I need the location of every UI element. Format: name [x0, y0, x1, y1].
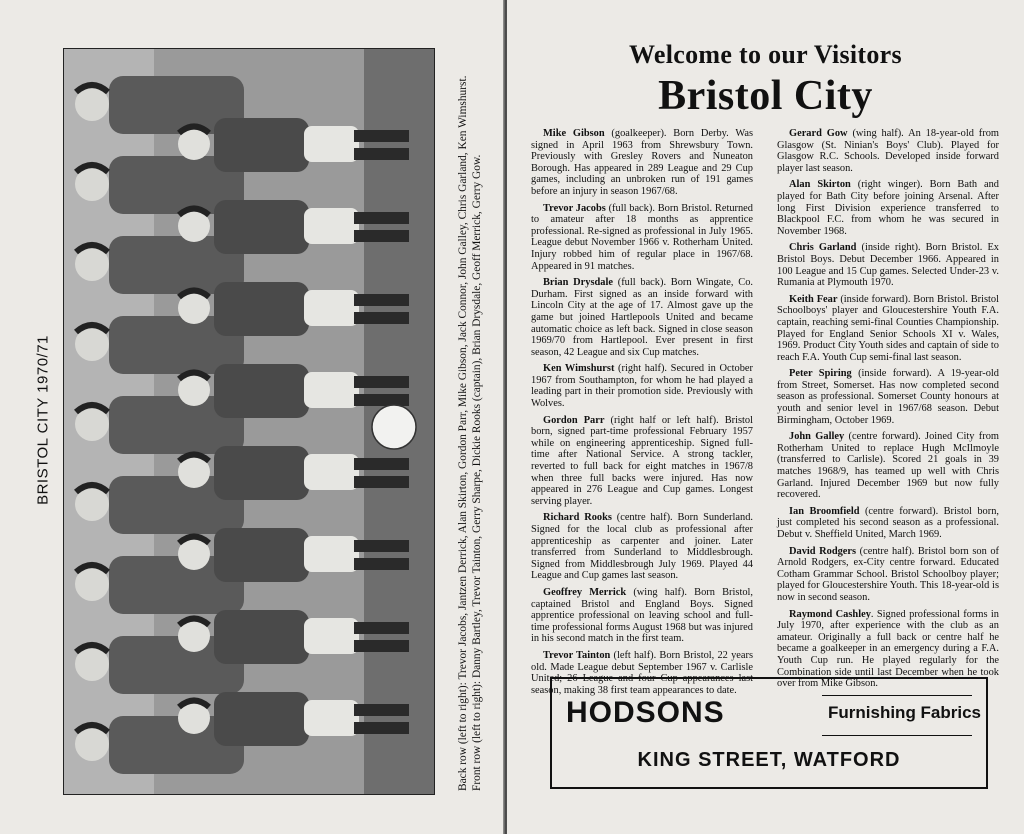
- front-row-socks: [354, 722, 409, 734]
- player-bio: (inside forward). Born Bristol. Bristol Schoolboys' player and Gloucestershire Youth F.A. captain, reaching semi-final Counties Championship. Played for England Senior Schools XI v. Wales, 1969. Product City Youth sides and captain of side to reach F.A. Youth Cup semi-final last season.: [777, 293, 999, 363]
- player-bio: (right half or left half). Bristol born, signed part-time professional February 1957 while on engineering apprenticeship. Signed full-time after National Service. A strong tackler, reverted to full back for eight matches in 1967/8 when three full backs were injured. Has now appeared in 276 League and Cup games. Longest serving player.: [531, 414, 754, 507]
- player-name: Gordon Parr: [543, 414, 605, 426]
- football: [372, 405, 416, 449]
- player-name: Ian Broomfield: [789, 505, 860, 517]
- player-profile: [777, 179, 999, 237]
- front-row-shirt: [214, 446, 309, 500]
- player-profile: [777, 431, 999, 501]
- front-row-shorts: [304, 208, 359, 244]
- player-profile: [531, 512, 753, 582]
- front-row-shorts: [304, 290, 359, 326]
- advert-company-name: HODSONS: [566, 696, 725, 729]
- player-name: Trevor Jacobs: [543, 202, 606, 214]
- vertical-title-text: BRISTOL CITY 1970/71: [34, 335, 52, 505]
- player-profile: [777, 506, 999, 541]
- team-photo-image: [64, 49, 434, 794]
- team-name: Bristol City: [658, 73, 873, 119]
- front-row-shirt: [214, 610, 309, 664]
- left-page: [0, 0, 505, 834]
- front-row-shirt: [214, 692, 309, 746]
- player-profile: [777, 368, 999, 426]
- right-page: [507, 0, 1024, 834]
- photo-caption: [440, 46, 500, 796]
- player-bio: (wing half). Born Bristol, captained Bristol and England Boys. Signed apprentice professional on leaving school and full-time professional forms August 1968 but was injured in his second match in the first team.: [531, 586, 754, 645]
- front-row-shorts: [304, 372, 359, 408]
- profiles-column-1: [531, 128, 753, 701]
- front-row-socks: [354, 312, 409, 324]
- player-name: Raymond Cashley: [789, 608, 871, 620]
- player-profile: [777, 242, 999, 288]
- player-bio: (right winger). Born Bath and played for Bath City before joining Arsenal. After long First Division experience transferred to Blackpool F.C. from whom he was secured in November 1968.: [777, 179, 999, 237]
- player-name: Ken Wimshurst: [543, 363, 615, 375]
- front-row-socks: [354, 130, 409, 142]
- player-bio: (left half). Born Bristol, 22 years old. Made League debut September 1967 v. Carlisle United; 26 League and four Cup appearances last season, making 38 first team appearances to date.: [531, 649, 753, 696]
- player-bio: (inside right). Born Bristol. Ex Bristol Boys. Debut December 1966. Appeared in 100 League and 15 Cup games. Selected Under-23 v. Rumania at Plymouth 1970.: [777, 242, 999, 289]
- advert-address: KING STREET, WATFORD: [637, 749, 901, 771]
- player-bio: (centre forward). Bristol born, just completed his second season as a professional. Debut v. Sheffield United, March 1969.: [777, 505, 1000, 540]
- front-row-socks: [354, 476, 409, 488]
- player-name: Richard Rooks: [543, 512, 612, 524]
- player-bio: (right half). Secured in October 1967 from Southampton, for whom he had played a leading part in their promotion side. Previously with Wolves.: [531, 363, 753, 410]
- front-row-shirt: [214, 364, 309, 418]
- front-row-socks: [354, 230, 409, 242]
- player-name: Geoffrey Merrick: [543, 586, 627, 598]
- player-profile: [531, 203, 753, 273]
- front-row-socks: [354, 294, 409, 306]
- player-bio: (wing half). An 18-year-old from Glasgow (St. Ninian's Boys' Club). Played for Glasgow R.C. Schools. Developed inside forward player last season.: [777, 128, 999, 174]
- front-row-shirt: [214, 282, 309, 336]
- player-name: Trevor Tainton: [543, 649, 611, 661]
- front-row-socks: [354, 704, 409, 716]
- player-profile: [777, 294, 999, 364]
- player-name: Keith Fear: [789, 293, 838, 305]
- player-bio: (centre half). Born Sunderland. Signed for the local club as professional after apprenticeship as carpenter and joiner. Later transferred from Sunderland to Middlesbrough. Signed from Middlesbrough July 1969. Played 44 League and Cup games last season.: [531, 512, 753, 582]
- front-row-socks: [354, 394, 409, 406]
- front-row-shorts: [304, 700, 359, 736]
- vertical-title: [28, 310, 58, 530]
- front-row-shorts: [304, 454, 359, 490]
- front-row-socks: [354, 376, 409, 388]
- front-row-socks: [354, 640, 409, 652]
- player-name: Brian Drysdale: [543, 277, 613, 289]
- player-name: John Galley: [789, 431, 845, 443]
- advert-tagline: Furnishing Fabrics: [828, 703, 982, 722]
- welcome-heading: Welcome to our Visitors: [629, 40, 902, 69]
- player-name: Chris Garland: [789, 242, 857, 254]
- player-name: Peter Spiring: [789, 368, 852, 380]
- advert-rule-bottom: [822, 735, 972, 736]
- player-bio: (centre half). Bristol born son of Arnold Rodgers, ex-City centre forward. Educated Cotham Grammar School. Bristol Schoolboy player; played for Gloucestershire Youth. This 18-year-old is now in second season.: [777, 545, 999, 603]
- team-photo: [63, 48, 435, 795]
- front-row-socks: [354, 622, 409, 634]
- player-name: Mike Gibson: [543, 128, 605, 139]
- front-row-shorts: [304, 126, 359, 162]
- hodsons-advert: [550, 677, 988, 789]
- player-bio: (full back). Born Wingate, Co. Durham. First signed as an inside forward with Lincoln City at the age of 17. Almost gave up the game but joined Hartlepools United and became automatic choice as left back. Signed in close season 1969/70 from Hartlepool. Ever present in first season, 42 League and six Cup matches.: [531, 277, 753, 358]
- front-row-socks: [354, 212, 409, 224]
- player-profile: [531, 128, 753, 198]
- front-row-shirt: [214, 118, 309, 172]
- front-row-socks: [354, 540, 409, 552]
- front-row-socks: [354, 148, 409, 160]
- front-row-shorts: [304, 536, 359, 572]
- player-profile: [531, 363, 753, 409]
- player-profile: [777, 128, 999, 174]
- front-row-socks: [354, 558, 409, 570]
- front-row-shirt: [214, 200, 309, 254]
- photo-caption-text: Back row (left to right): Trevor Jacobs, Jantzen Derrick, Alan Skirton, Gordon Parr, Mike Gibson, Jack Connor, John Galley, Chris Garland, Ken Wimshurst. Front row (left to right): Danny Bartley, Trevor Tainton, Gerry Sharpe, Dickie Rooks (captain), Brian Drysdale, Geoff Merrick, Gerry Gow.: [457, 75, 483, 791]
- player-profile: [531, 277, 753, 358]
- player-bio: (goalkeeper). Born Derby. Was signed in April 1963 from Shrewsbury Town. Previously with Gresley Rovers and Nuneaton Borough. Has appeared in 289 League and 29 Cup games, including an unbroken run of 191 games before an injury in season 1967/68.: [531, 128, 753, 197]
- player-bio: . Signed professional forms in July 1970, after experience with the club as an amateur. Originally a full back or centre half he became a goalkeeper in an emergency during a F.A. Youth Cup run. He played regularly for the Combination side until last December when he took over from Mike Gibson.: [777, 608, 999, 690]
- player-profile: [777, 546, 999, 604]
- player-bio: (inside forward). A 19-year-old from Street, Somerset. Has now completed second season as professional. Somerset County honours at youth and senior level in 1967/68 season. Debut Birmingham, October 1969.: [777, 368, 999, 426]
- player-name: David Rodgers: [789, 545, 857, 557]
- player-name: Gerard Gow: [789, 128, 848, 139]
- front-row-shorts: [304, 618, 359, 654]
- front-row-shirt: [214, 528, 309, 582]
- player-profile: [531, 587, 753, 645]
- player-name: Alan Skirton: [789, 179, 851, 191]
- advert-rule-top: [822, 695, 972, 696]
- player-bio: (centre forward). Joined City from Rotherham United to replace Hugh McIlmoyle (transferred to Carlisle). Scored 21 goals in 39 matches 1968/9, has teamed up well with Chris Garland. Injured December 1969 but now fully recovered.: [777, 431, 999, 501]
- profiles-column-2: [777, 128, 999, 695]
- front-row-socks: [354, 458, 409, 470]
- player-profile: [531, 415, 753, 508]
- player-bio: (full back). Born Bristol. Returned to amateur after 18 months as apprentice professional. Re-signed as professional in July 1965. League debut November 1966 v. Rotherham United. Injury robbed him of regular place in 1967/68. Appeared in 91 matches.: [531, 202, 753, 272]
